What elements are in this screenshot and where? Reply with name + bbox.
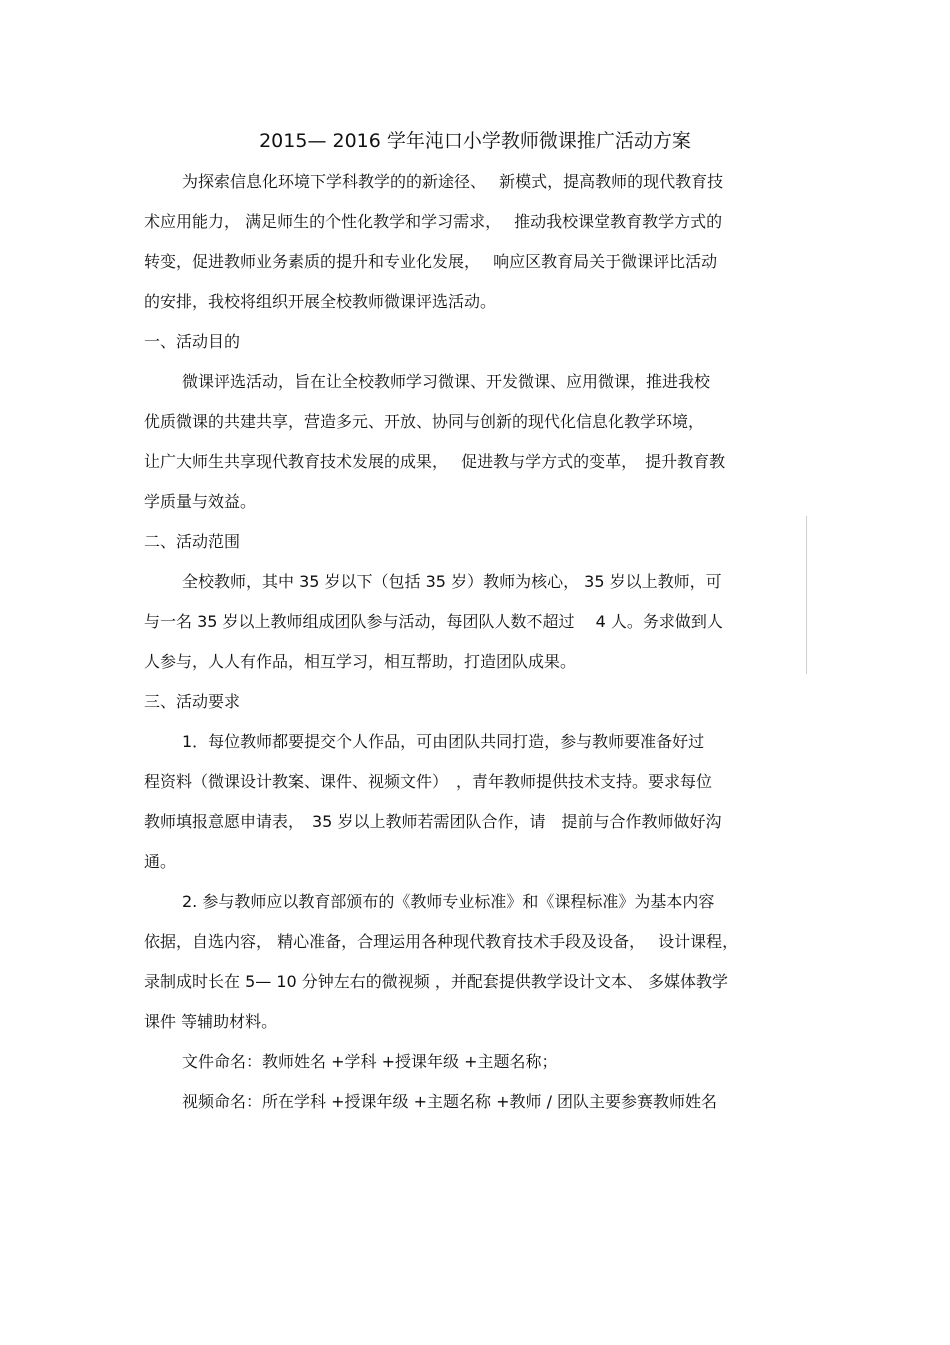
requirement-2-line: 依据，自选内容， 精心准备，合理运用各种现代教育技术手段及设备， 设计课程， bbox=[144, 932, 739, 951]
purpose-line: 让广大师生共享现代教育技术发展的成果， 促进教与学方式的变革， 提升教育教 bbox=[144, 452, 726, 471]
section-heading-scope: 二、活动范围 bbox=[144, 532, 241, 551]
requirement-1-line: 1．每位教师都要提交个人作品，可由团队共同打造，参与教师要准备好过 bbox=[182, 732, 705, 751]
margin-rule bbox=[806, 516, 807, 674]
intro-line: 术应用能力， 满足师生的个性化教学和学习需求， 推动我校课堂教育教学方式的 bbox=[144, 212, 723, 231]
purpose-line: 微课评选活动，旨在让全校教师学习微课、开发微课、应用微课，推进我校 bbox=[182, 372, 711, 391]
section-heading-purpose: 一、活动目的 bbox=[144, 332, 241, 351]
requirement-1-line: 教师填报意愿申请表， 35 岁以上教师若需团队合作，请 提前与合作教师做好沟 bbox=[144, 812, 722, 831]
section-heading-requirements: 三、活动要求 bbox=[144, 692, 241, 711]
requirement-1-line: 程资料（微课设计教案、课件、视频文件） ，青年教师提供技术支持。要求每位 bbox=[144, 772, 713, 791]
document-title: 2015— 2016 学年沌口小学教师微课推广活动方案 bbox=[259, 130, 691, 152]
scope-line: 人参与，人人有作品，相互学习，相互帮助，打造团队成果。 bbox=[144, 652, 577, 671]
purpose-line: 学质量与效益。 bbox=[144, 492, 257, 511]
purpose-line: 优质微课的共建共享，营造多元、开放、协同与创新的现代化信息化教学环境， bbox=[144, 412, 705, 431]
scope-line: 全校教师，其中 35 岁以下（包括 35 岁）教师为核心， 35 岁以上教师，可 bbox=[182, 572, 722, 591]
scope-line: 与一名 35 岁以上教师组成团队参与活动，每团队人数不超过 4 人。务求做到人 bbox=[144, 612, 723, 631]
intro-line: 的安排，我校将组织开展全校教师微课评选活动。 bbox=[144, 292, 497, 311]
requirement-2-line: 2. 参与教师应以教育部颁布的《教师专业标准》和《课程标准》为基本内容 bbox=[182, 892, 715, 911]
file-naming-rule: 文件命名：教师姓名 +学科 +授课年级 +主题名称； bbox=[182, 1052, 558, 1071]
requirement-2-line: 录制成时长在 5— 10 分钟左右的微视频 ，并配套提供教学设计文本、 多媒体教学 bbox=[144, 972, 728, 991]
intro-line: 转变，促进教师业务素质的提升和专业化发展， 响应区教育局关于微课评比活动 bbox=[144, 252, 718, 271]
requirement-2-line: 课件 等辅助材料。 bbox=[144, 1012, 278, 1031]
requirement-1-line: 通。 bbox=[144, 852, 177, 871]
video-naming-rule: 视频命名：所在学科 +授课年级 +主题名称 +教师 / 团队主要参赛教师姓名 bbox=[182, 1092, 718, 1111]
intro-line: 为探索信息化环境下学科教学的的新途径、 新模式，提高教师的现代教育技 bbox=[182, 172, 724, 191]
